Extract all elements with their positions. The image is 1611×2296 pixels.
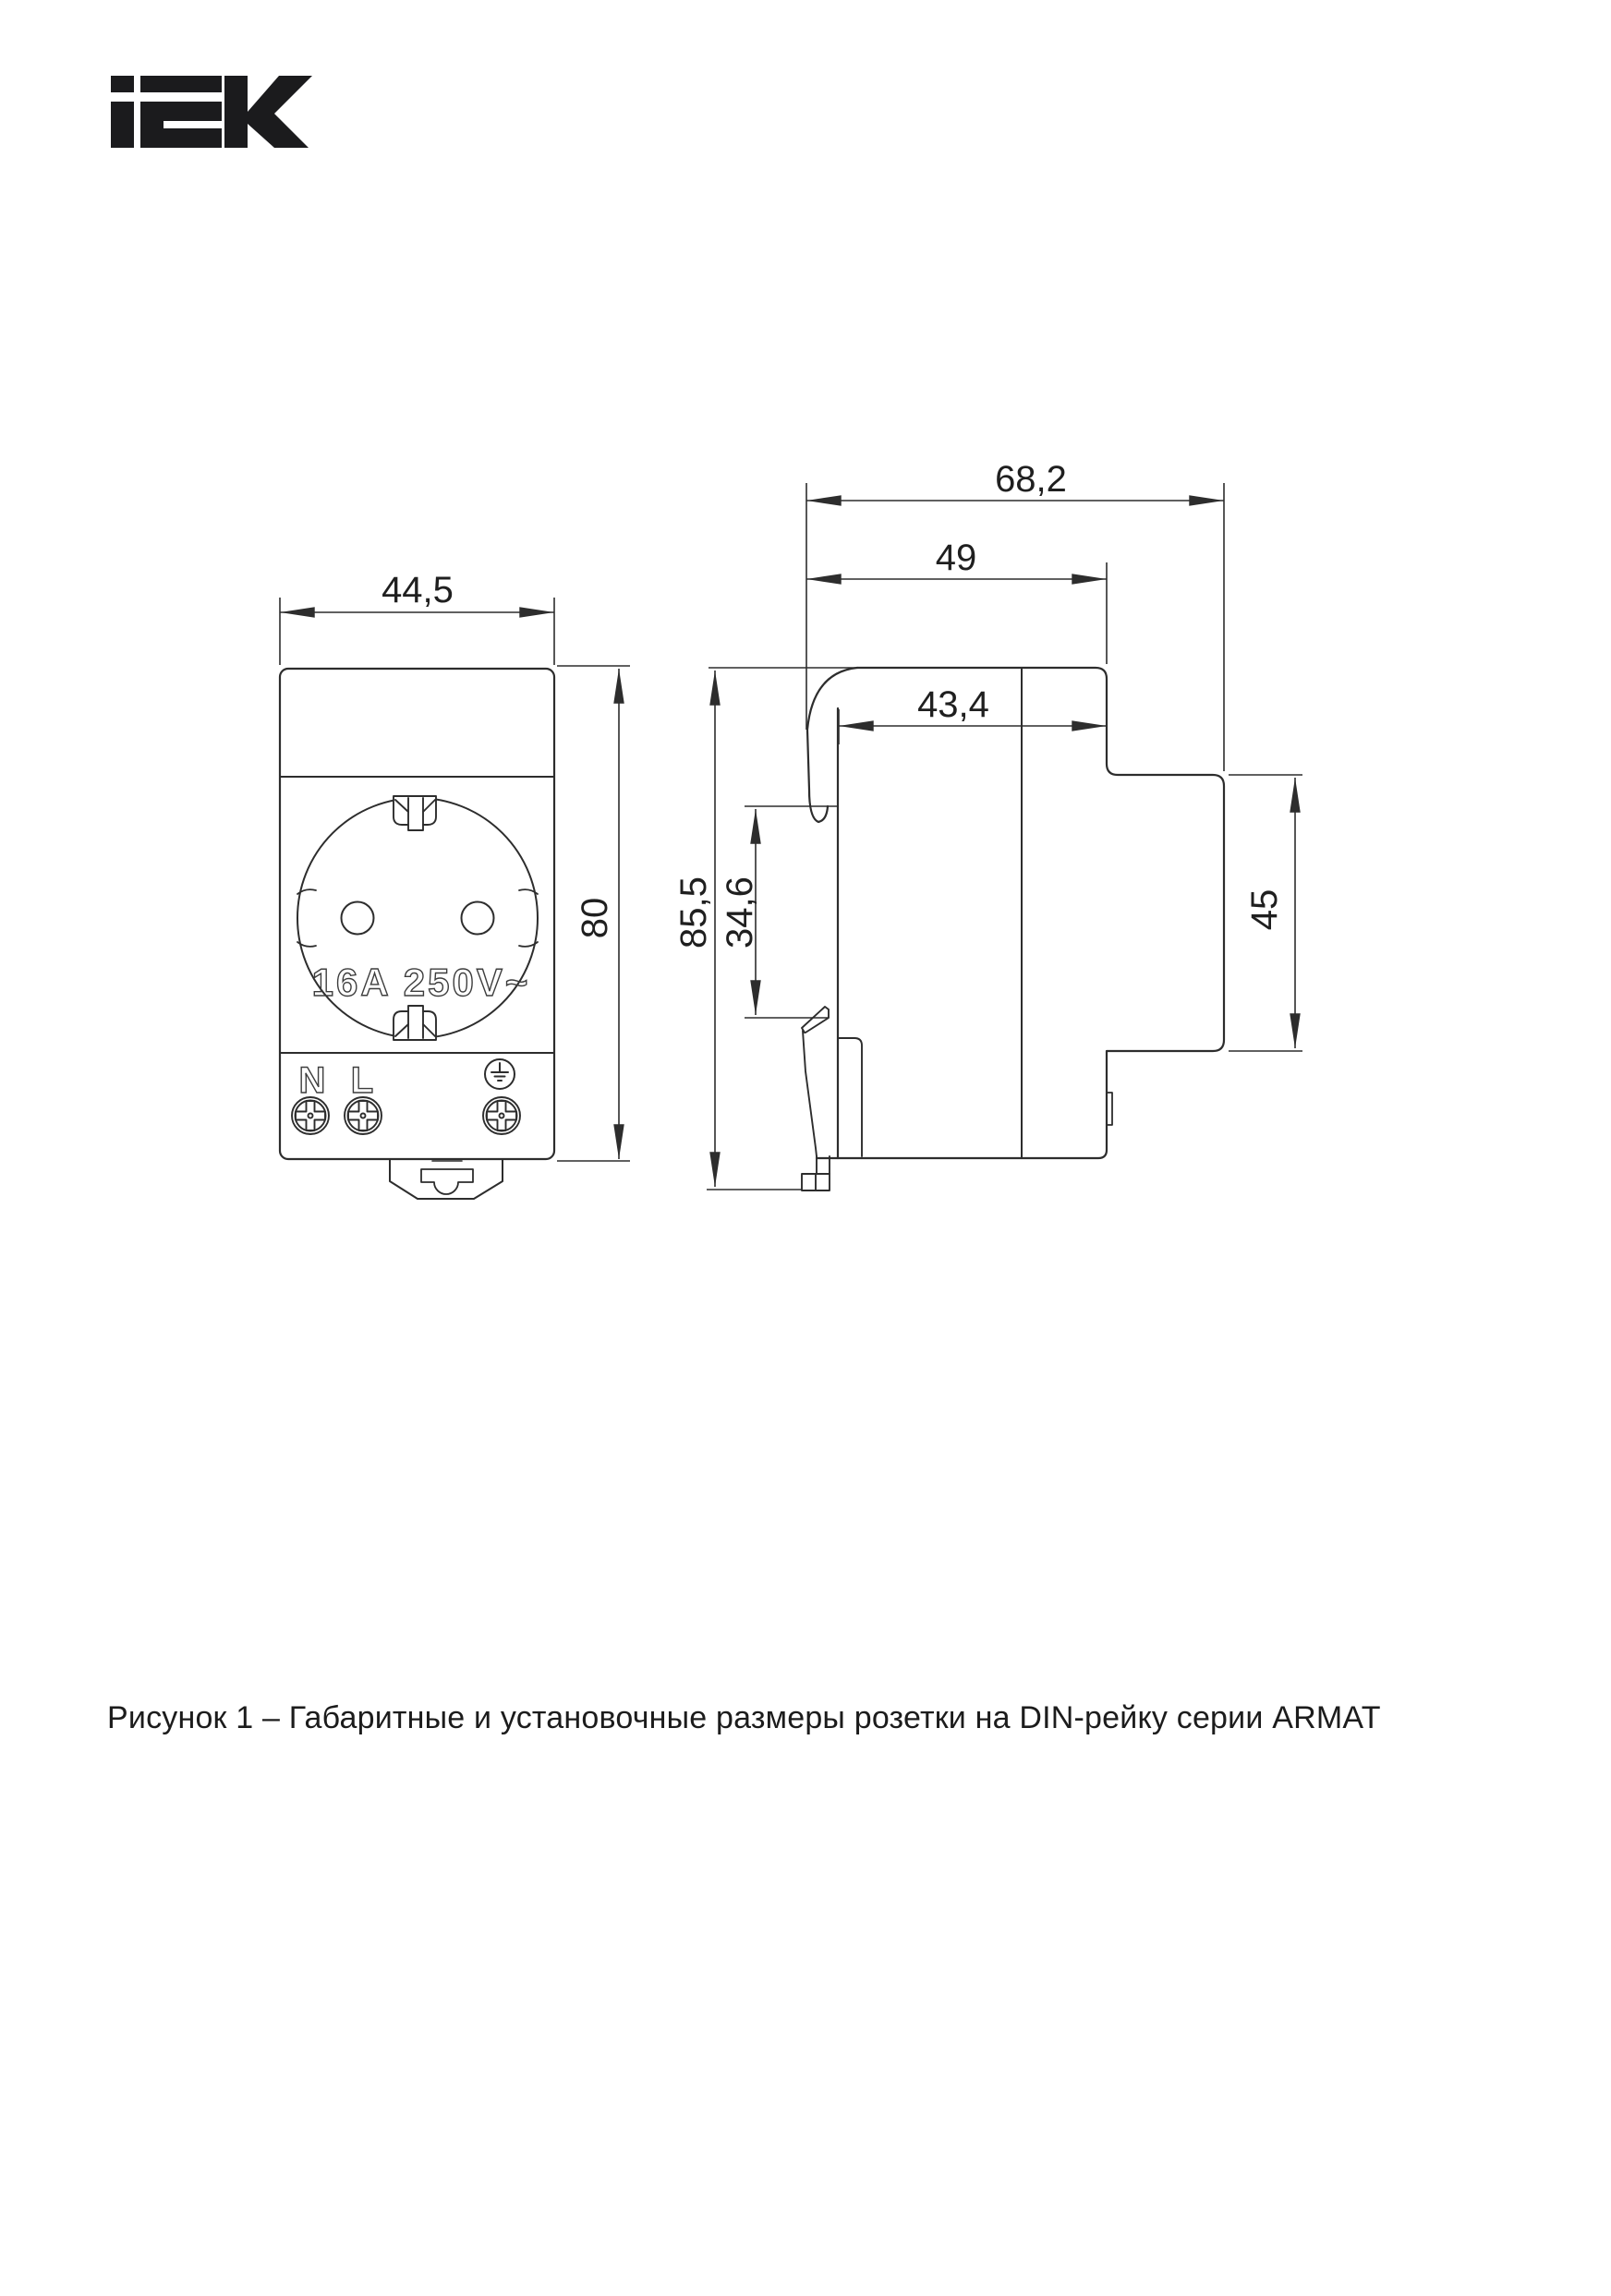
dim-label-front-width: 44,5 [382,570,454,610]
terminal-label-l: L [350,1060,374,1101]
terminal-screw-n [292,1097,329,1134]
front-view [280,669,554,1199]
dim-label-depth-with-hook: 49 [935,538,977,578]
socket-side-notches [297,889,538,947]
dim-total-depth [806,483,1224,771]
earth-clip-bottom [394,1006,436,1040]
front-dimensions [280,598,630,1161]
terminal-screw-l [345,1097,382,1134]
dim-label-total-height: 85,5 [673,876,714,949]
dim-label-body-depth: 43,4 [917,684,989,725]
side-lower-clip [802,1007,830,1190]
terminal-label-n: N [298,1060,326,1101]
dim-label-rear-height: 45 [1244,888,1285,931]
front-din-clip [390,1160,503,1199]
dim-label-total-depth: 68,2 [995,459,1067,500]
socket-pin-hole-left [342,902,374,935]
side-dimensions [707,483,1302,1190]
side-top-hook [807,668,857,822]
iek-logo [111,76,312,148]
dim-label-rail-window: 34,6 [720,876,760,949]
side-bottom-rib [838,1038,862,1156]
earth-ground-icon [485,1059,515,1089]
terminal-screw-ground [483,1097,520,1134]
side-body-outline [817,668,1224,1158]
socket-marking: 16A 250V~ [311,961,531,1004]
earth-clip-top [394,796,436,830]
dim-label-front-height: 80 [575,897,615,939]
side-view [802,668,1224,1190]
socket-pin-hole-right [462,902,494,935]
figure-caption: Рисунок 1 – Габаритные и установочные размеры розетки на DIN-рейку серии ARMAT [107,1700,1381,1735]
